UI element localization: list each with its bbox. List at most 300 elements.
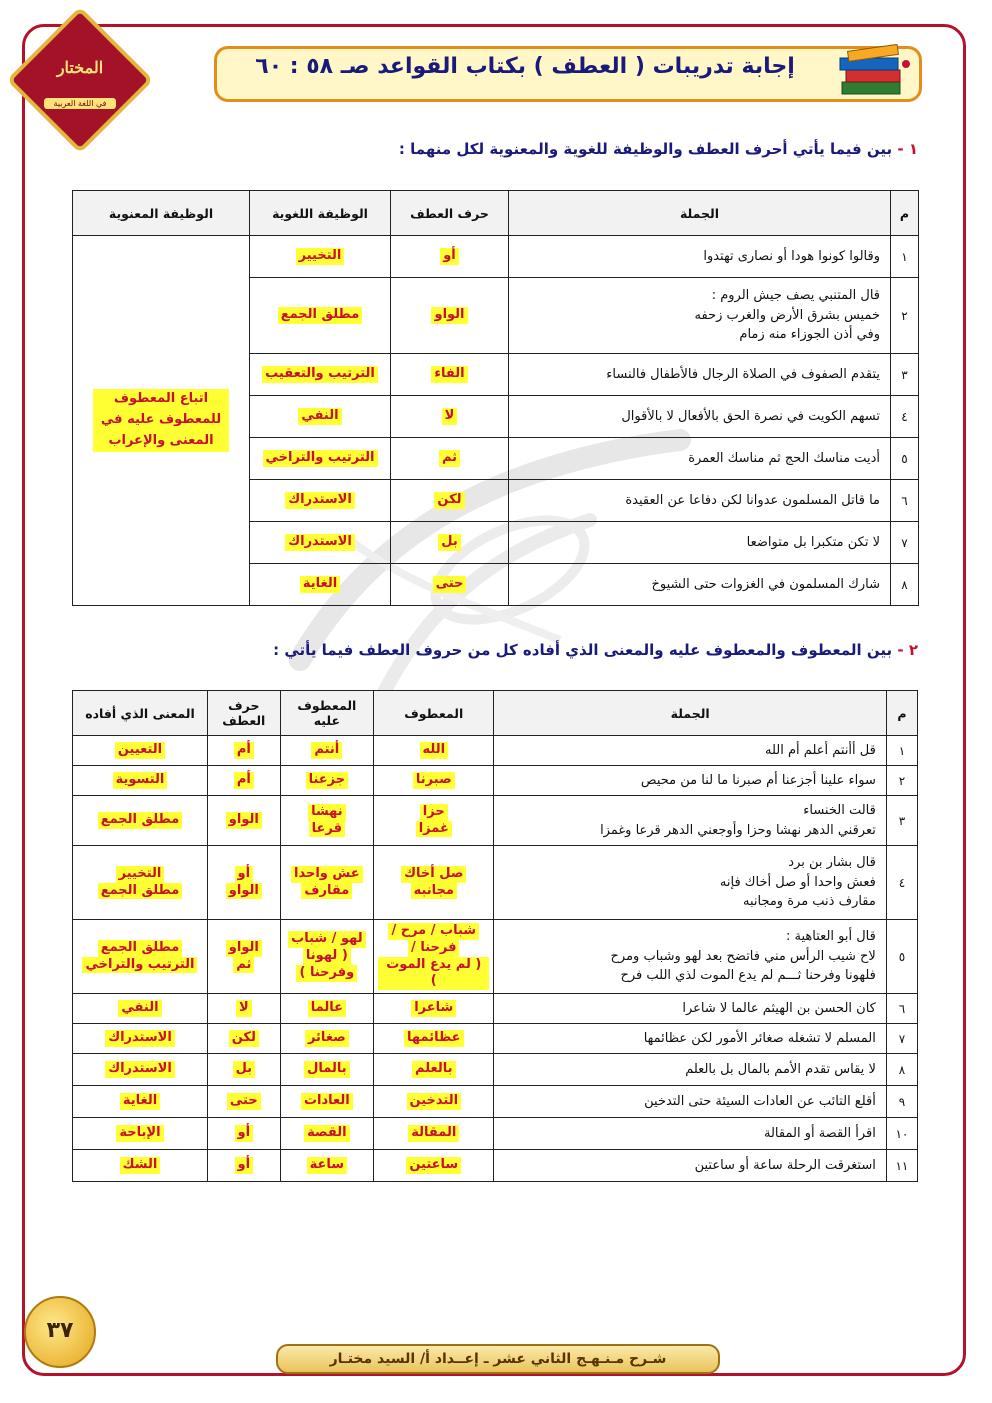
answer-text: مطلق الجمع	[98, 883, 183, 900]
answer-text: قرعا	[309, 821, 345, 838]
row-particle	[207, 846, 280, 920]
header-meaning: المعنى الذي أفاده	[73, 691, 208, 736]
row-function	[250, 396, 391, 438]
cell-line	[378, 772, 489, 789]
row-sentence	[494, 766, 886, 796]
table-row	[73, 1024, 918, 1054]
row-conj	[374, 766, 494, 796]
answer-text: التسوية	[113, 772, 168, 789]
row-function	[250, 522, 391, 564]
row-conj	[374, 736, 494, 766]
row-conj	[374, 920, 494, 994]
answer-text: غمزا	[416, 821, 452, 838]
cell-line	[498, 966, 875, 986]
row-number: ٢	[891, 278, 919, 354]
answer-text: الترتيب والتعقيب	[262, 366, 378, 383]
row-particle	[391, 480, 509, 522]
row-particle	[207, 796, 280, 846]
cell-line	[498, 1060, 875, 1080]
table-row	[73, 236, 919, 278]
answer-text: الاستدراك	[105, 1030, 175, 1047]
cell-line	[513, 533, 880, 553]
row-number: ٢	[886, 766, 917, 796]
answer-text: مطلق الجمع	[98, 940, 183, 957]
cell-line	[285, 948, 369, 965]
cell-line	[498, 873, 875, 893]
logo-text: المختار	[56, 58, 104, 77]
sentence-line: فعش واحدا أو صل أخاك فإنه	[719, 874, 876, 890]
sentence-line: لاح شيب الرأس مني فاتضح بعد لهو وشباب ومرح	[610, 948, 876, 964]
answer-text: التدخين	[407, 1093, 462, 1110]
answer-text: أم	[234, 772, 254, 789]
sentence-line: استغرقت الرحلة ساعة أو ساعتين	[694, 1157, 876, 1173]
table-row	[73, 1054, 918, 1086]
row-meaning	[73, 1086, 208, 1118]
cell-line	[378, 1157, 489, 1174]
row-sentence	[509, 236, 891, 278]
cell-line	[77, 1030, 203, 1047]
cell-line	[77, 1093, 203, 1110]
answer-text: الغاية	[300, 576, 340, 593]
cell-line	[77, 742, 203, 759]
row-base	[280, 994, 373, 1024]
answer-text: صل أخاك	[401, 866, 466, 883]
answer-text: حتى	[227, 1093, 261, 1110]
cell-line	[77, 1125, 203, 1142]
row-base	[280, 796, 373, 846]
cell-line	[285, 883, 369, 900]
row-number: ٥	[886, 920, 917, 994]
cell-line	[498, 853, 875, 873]
cell-line	[212, 1061, 276, 1078]
cell-line	[212, 866, 276, 883]
row-number: ٨	[891, 564, 919, 606]
answer-text: شباب / مرح /	[388, 923, 479, 940]
cell-line	[513, 449, 880, 469]
answer-text: ( لم يدع الموت )	[378, 957, 489, 991]
row-meaning	[73, 846, 208, 920]
row-function	[250, 564, 391, 606]
row-conj	[374, 1086, 494, 1118]
answer-text: مقارف	[301, 883, 352, 900]
cell-line	[285, 965, 369, 982]
answer-text: المقالة	[408, 1125, 459, 1142]
row-number: ٩	[886, 1086, 917, 1118]
row-particle	[207, 1054, 280, 1086]
cell-line	[498, 927, 875, 947]
cell-line	[498, 1092, 875, 1112]
answer-text: ( لهونا	[303, 948, 351, 965]
row-sentence	[494, 1150, 886, 1182]
sentence-line: قال المتنبي يصف جيش الروم :	[711, 288, 880, 304]
row-function	[250, 354, 391, 396]
cell-line	[285, 1125, 369, 1142]
question-2-text: بين المعطوف والمعطوف عليه والمعنى الذي أفاده كل من حروف العطف فيما يأتي :	[273, 641, 893, 659]
row-base	[280, 920, 373, 994]
row-sentence	[494, 920, 886, 994]
row-particle	[207, 994, 280, 1024]
row-conj	[374, 1024, 494, 1054]
answer-text: الاستدراك	[105, 1061, 175, 1078]
cell-line	[498, 1029, 875, 1049]
table-row	[73, 736, 918, 766]
sentence-line: فلهونا وفرحنا ثـــم لم يدع الموت لذي اللب فرح	[620, 968, 876, 984]
table-question-1	[72, 190, 919, 606]
row-number: ١	[886, 736, 917, 766]
header-sentence: الجملة	[494, 691, 886, 736]
cell-line	[77, 772, 203, 789]
row-particle	[207, 920, 280, 994]
row-conj	[374, 1150, 494, 1182]
sentence-line: تعرقني الدهر نهشا وحزا وأوجعني الدهر قرعا وغمزا	[600, 822, 876, 838]
cell-line	[285, 804, 369, 821]
cell-line	[212, 1125, 276, 1142]
sentence-line: قال بشار بن برد	[788, 855, 876, 871]
answer-text: بل	[438, 534, 461, 551]
row-base	[280, 736, 373, 766]
row-particle	[207, 766, 280, 796]
row-function	[250, 278, 391, 354]
cell-line	[212, 1093, 276, 1110]
answer-text: الواو	[431, 307, 467, 324]
row-number: ٧	[886, 1024, 917, 1054]
header-semantic-function: الوظيفة المعنوية	[73, 191, 250, 236]
cell-line	[513, 365, 880, 385]
answer-text: مطلق الجمع	[98, 812, 183, 829]
row-number: ١	[891, 236, 919, 278]
answer-text: الواو	[226, 940, 262, 957]
row-conj	[374, 994, 494, 1024]
cell-line	[285, 1030, 369, 1047]
page-number-badge: ٣٧	[24, 1296, 96, 1368]
question-1-heading	[399, 140, 918, 158]
sentence-line: سواء علينا أجزعنا أم صبرنا ما لنا من محيص	[640, 772, 876, 788]
row-function	[250, 480, 391, 522]
answer-text: أو	[235, 1125, 254, 1142]
row-base	[280, 1150, 373, 1182]
cell-line	[212, 940, 276, 957]
row-particle	[207, 1086, 280, 1118]
row-meaning	[73, 766, 208, 796]
row-particle	[391, 236, 509, 278]
row-conj	[374, 1118, 494, 1150]
row-number: ٣	[891, 354, 919, 396]
answer-text: الاستدراك	[285, 492, 355, 509]
row-number: ٤	[891, 396, 919, 438]
cell-line	[378, 866, 489, 883]
header-linguistic-function: الوظيفة اللغوية	[250, 191, 391, 236]
table-row	[73, 920, 918, 994]
row-number: ٣	[886, 796, 917, 846]
cell-line	[498, 1124, 875, 1144]
row-base	[280, 1054, 373, 1086]
cell-line	[212, 772, 276, 789]
sentence-line: وفي أذن الجوزاء منه زمام	[739, 327, 880, 343]
row-meaning	[73, 1054, 208, 1086]
cell-line	[77, 1157, 203, 1174]
cell-line	[77, 1000, 203, 1017]
cell-line	[212, 1030, 276, 1047]
row-particle	[391, 438, 509, 480]
row-meaning	[73, 1150, 208, 1182]
row-function	[250, 438, 391, 480]
row-number: ٦	[886, 994, 917, 1024]
answer-text: ساعة	[307, 1157, 347, 1174]
row-particle	[207, 1150, 280, 1182]
answer-text: أو	[235, 1157, 254, 1174]
answer-text: نهشا	[308, 804, 346, 821]
cell-line	[212, 1000, 276, 1017]
table-question-2	[72, 690, 918, 1182]
row-sentence	[509, 564, 891, 606]
answer-text: وفرحنا )	[296, 965, 357, 982]
question-2-heading	[273, 641, 918, 659]
row-meaning	[73, 736, 208, 766]
table-row	[73, 846, 918, 920]
answer-text: لكن	[434, 492, 464, 509]
answer-text: الغاية	[120, 1093, 160, 1110]
answer-text: لكن	[229, 1030, 259, 1047]
table-row	[73, 994, 918, 1024]
cell-line	[378, 1030, 489, 1047]
row-meaning	[73, 1118, 208, 1150]
answer-text: صبرنا	[413, 772, 455, 789]
footer-banner: شـرح مـنـهـج الثاني عشر ـ إعــداد أ/ السيد مختـار	[276, 1344, 720, 1374]
answer-text: لا	[442, 408, 458, 425]
cell-line	[212, 957, 276, 974]
row-sentence	[494, 1086, 886, 1118]
cell-line	[77, 883, 203, 900]
cell-line	[498, 741, 875, 761]
cell-line	[212, 1157, 276, 1174]
row-function	[250, 236, 391, 278]
cell-line	[498, 771, 875, 791]
row-sentence	[494, 1054, 886, 1086]
answer-text: عش واحدا	[291, 866, 363, 883]
question-1-number: ١ -	[897, 140, 918, 158]
row-number: ١١	[886, 1150, 917, 1182]
sentence-line: قل أأنتم أعلم أم الله	[765, 742, 876, 758]
row-conj	[374, 846, 494, 920]
row-sentence	[509, 522, 891, 564]
row-particle	[391, 522, 509, 564]
header-particle: حرف العطف	[207, 691, 280, 736]
answer-text: مجانبه	[411, 883, 457, 900]
row-sentence	[509, 354, 891, 396]
cell-line	[285, 742, 369, 759]
row-sentence	[509, 480, 891, 522]
table-row	[73, 1086, 918, 1118]
header-particle: حرف العطف	[391, 191, 509, 236]
answer-text: التعيين	[115, 742, 165, 759]
answer-text: حتى	[433, 576, 467, 593]
answer-text: جزعنا	[306, 772, 349, 789]
answer-text: بل	[233, 1061, 256, 1078]
cell-line	[498, 1156, 875, 1176]
cell-line	[498, 821, 875, 841]
answer-text: الترتيب والتراخي	[263, 450, 378, 467]
table-row	[73, 766, 918, 796]
row-particle	[391, 278, 509, 354]
row-number: ٨	[886, 1054, 917, 1086]
cell-line	[378, 804, 489, 821]
cell-line	[378, 957, 489, 991]
sentence-line: خميس بشرق الأرض والغرب زحفه	[694, 307, 880, 323]
table-header-row	[73, 691, 918, 736]
row-sentence	[494, 1024, 886, 1054]
cell-line	[285, 772, 369, 789]
header-num: م	[891, 191, 919, 236]
answer-text: أم	[234, 742, 254, 759]
row-base	[280, 1086, 373, 1118]
answer-text: الإباحة	[116, 1125, 163, 1142]
answer-text: الترتيب والتراخي	[82, 957, 197, 974]
header-conjoined: المعطوف	[374, 691, 494, 736]
answer-text: الاستدراك	[285, 534, 355, 551]
row-meaning	[73, 994, 208, 1024]
sentence-line: اقرأ القصة أو المقالة	[764, 1125, 876, 1141]
header-num: م	[886, 691, 917, 736]
cell-line	[77, 1061, 203, 1078]
cell-line	[77, 957, 203, 974]
answer-text: القصة	[304, 1125, 349, 1142]
cell-line	[77, 812, 203, 829]
cell-line	[378, 1061, 489, 1078]
answer-text: صغائر	[305, 1030, 349, 1047]
cell-line	[498, 801, 875, 821]
answer-text: الله	[420, 742, 449, 759]
answer-text: لا	[236, 1000, 252, 1017]
sentence-line: مقارف ذنب مرة ومجانبه	[742, 894, 876, 910]
cell-line	[498, 947, 875, 967]
row-particle	[207, 1118, 280, 1150]
row-sentence	[509, 278, 891, 354]
cell-line	[513, 491, 880, 511]
cell-line	[285, 1157, 369, 1174]
cell-line	[285, 1093, 369, 1110]
sentence-line: أقلع التائب عن العادات السيئة حتى التدخين	[644, 1093, 876, 1109]
answer-text: التخيير	[296, 248, 345, 265]
sentence-line: قال أبو العتاهية :	[786, 929, 876, 945]
answer-text: عالما	[308, 1000, 346, 1017]
cell-line	[378, 883, 489, 900]
table-header-row	[73, 191, 919, 236]
cell-line	[498, 999, 875, 1019]
row-meaning	[73, 796, 208, 846]
row-conj	[374, 796, 494, 846]
answer-text: مطلق الجمع	[278, 307, 363, 324]
page-title: إجابة تدريبات ( العطف ) بكتاب القواعد صـ ٥٨ : ٦٠	[255, 54, 795, 79]
row-particle	[391, 396, 509, 438]
cell-line	[513, 325, 880, 345]
answer-text: أو	[235, 866, 254, 883]
answer-text: شاعرا	[411, 1000, 456, 1017]
sentence-line: ما قاتل المسلمون عدوانا لكن دفاعا عن العقيدة	[625, 492, 880, 508]
cell-line	[77, 866, 203, 883]
cell-line	[378, 1125, 489, 1142]
answer-text: ساعتين	[406, 1157, 461, 1174]
row-sentence	[494, 994, 886, 1024]
sentence-line: أديت مناسك الحج ثم مناسك العمرة	[688, 450, 880, 466]
sentence-line: لا يقاس تقدم الأمم بالمال بل بالعلم	[685, 1061, 876, 1077]
row-base	[280, 846, 373, 920]
answer-text: عظائمها	[404, 1030, 464, 1047]
cell-line	[378, 1000, 489, 1017]
sentence-line: وقالوا كونوا هودا أو نصارى تهتدوا	[703, 248, 880, 264]
answer-text: أو	[440, 248, 459, 265]
cell-line	[285, 931, 369, 948]
sentence-line: كان الحسن بن الهيثم عالما لا شاعرا	[682, 1000, 876, 1016]
answer-text: النفي	[298, 408, 341, 425]
sentence-line: يتقدم الصفوف في الصلاة الرجال فالأطفال فالنساء	[606, 366, 880, 382]
semantic-function-cell	[73, 236, 250, 606]
cell-line	[285, 821, 369, 838]
answer-text: اتباع المعطوف للمعطوف عليه في المعنى والإعراب	[93, 389, 229, 451]
answer-text: العادات	[301, 1093, 353, 1110]
row-sentence	[509, 396, 891, 438]
row-sentence	[494, 796, 886, 846]
cell-line	[513, 247, 880, 267]
header-sentence: الجملة	[509, 191, 891, 236]
row-base	[280, 766, 373, 796]
answer-text: ثم	[233, 957, 254, 974]
table-row	[73, 1118, 918, 1150]
cell-line	[378, 742, 489, 759]
cell-line	[77, 940, 203, 957]
cell-line	[513, 407, 880, 427]
row-sentence	[494, 1118, 886, 1150]
cell-line	[513, 575, 880, 595]
header-conjoined-to: المعطوف عليه	[280, 691, 373, 736]
cell-line	[378, 1093, 489, 1110]
row-meaning	[73, 1024, 208, 1054]
row-particle	[391, 354, 509, 396]
row-meaning	[73, 920, 208, 994]
answer-text: النفي	[118, 1000, 161, 1017]
answer-text: لهو / شباب	[288, 931, 365, 948]
row-sentence	[494, 736, 886, 766]
answer-text: بالعلم	[412, 1061, 455, 1078]
answer-text: الواو	[226, 883, 262, 900]
question-1-text: بين فيما يأتي أحرف العطف والوظيفة للغوية والمعنوية لكل منهما :	[398, 140, 893, 158]
sentence-line: لا تكن متكبرا بل متواضعا	[746, 534, 880, 550]
sentence-line: شارك المسلمون في الغزوات حتى الشيوخ	[651, 576, 880, 592]
cell-line	[285, 1000, 369, 1017]
row-base	[280, 1024, 373, 1054]
answer-text: التخيير	[116, 866, 165, 883]
row-number: ٥	[891, 438, 919, 480]
table-row	[73, 1150, 918, 1182]
cell-line	[498, 892, 875, 912]
sentence-line: المسلم لا تشغله صغائر الأمور لكن عظائمها	[643, 1030, 876, 1046]
answer-text: أنتم	[311, 742, 342, 759]
row-number: ٤	[886, 846, 917, 920]
row-particle	[391, 564, 509, 606]
answer-text: الواو	[226, 812, 262, 829]
row-particle	[207, 736, 280, 766]
cell-line	[378, 940, 489, 957]
cell-line	[212, 883, 276, 900]
row-base	[280, 1118, 373, 1150]
cell-line	[378, 923, 489, 940]
cell-line	[212, 812, 276, 829]
cell-line	[513, 306, 880, 326]
row-sentence	[494, 846, 886, 920]
question-2-number: ٢ -	[897, 641, 918, 659]
answer-text: فرحنا /	[408, 940, 459, 957]
cell-line	[378, 821, 489, 838]
books-icon	[836, 44, 912, 100]
